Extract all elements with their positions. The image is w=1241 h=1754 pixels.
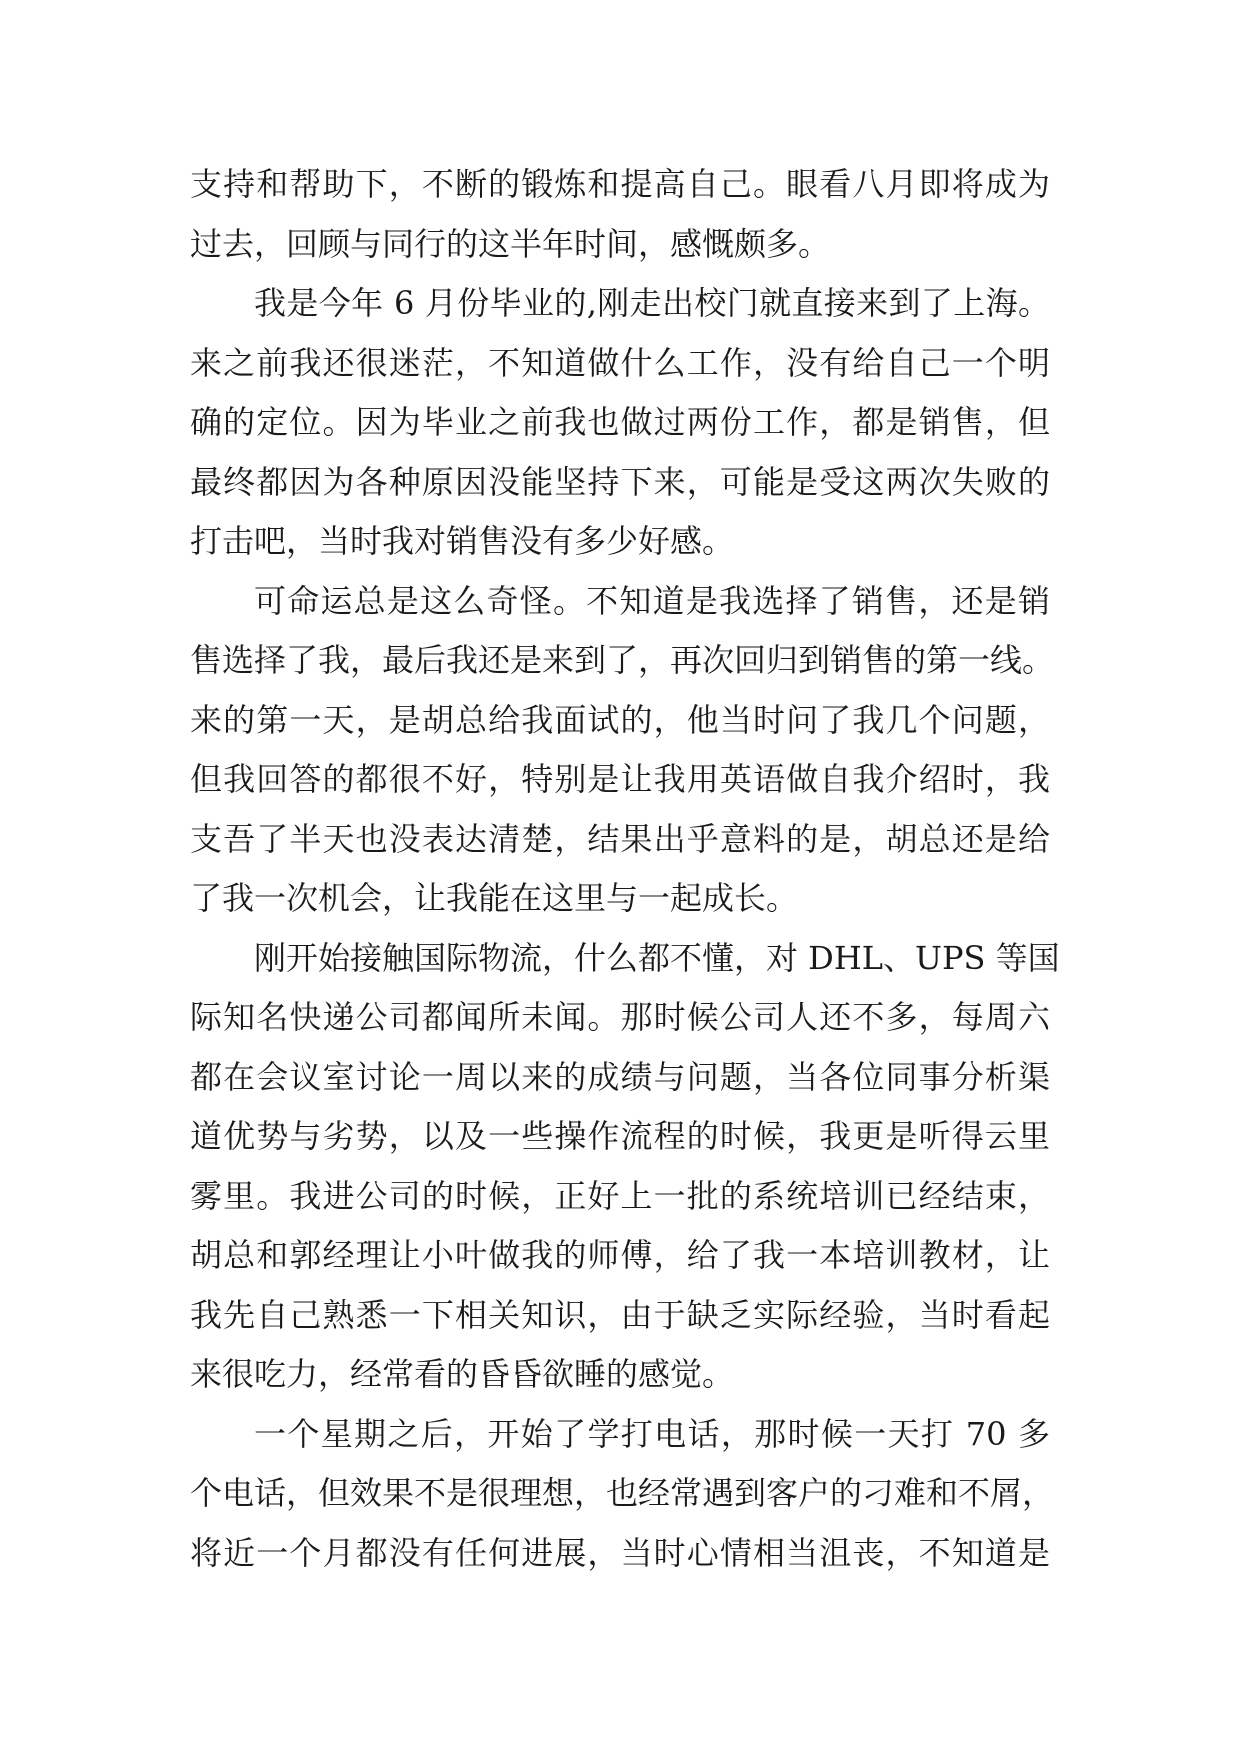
text-line: 道优势与劣势，以及一些操作流程的时候，我更是听得云里 — [190, 1117, 1050, 1155]
text-line: 确的定位。因为毕业之前我也做过两份工作，都是销售，但 — [190, 403, 1050, 441]
text-line: 个电话，但效果不是很理想，也经常遇到客户的刁难和不屑， — [190, 1474, 1055, 1512]
text-line: 刚开始接触国际物流，什么都不懂，对 DHL、UPS 等国 — [254, 938, 1060, 977]
body-text — [190, 155, 1060, 1583]
text-line: 来的第一天，是胡总给我面试的，他当时问了我几个问题， — [190, 700, 1050, 739]
text-line: 胡总和郭经理让小叶做我的师傅，给了我一本培训教材，让 — [190, 1236, 1050, 1274]
text-line: 但我回答的都很不好，特别是让我用英语做自我介绍时，我 — [190, 760, 1050, 798]
text-line: 我先自己熟悉一下相关知识，由于缺乏实际经验，当时看起 — [190, 1295, 1050, 1334]
text-line: 来很吃力，经常看的昏昏欲睡的感觉。 — [190, 1355, 735, 1393]
text-line: 来之前我还很迷茫，不知道做什么工作，没有给自己一个明 — [190, 343, 1050, 382]
text-line: 我是今年 6 月份毕业的,刚走出校门就直接来到了上海。 — [254, 284, 1050, 322]
text-line: 过去，回顾与同行的这半年时间，感慨颇多。 — [190, 224, 831, 263]
text-line: 支持和帮助下，不断的锻炼和提高自己。眼看八月即将成为 — [190, 165, 1050, 203]
text-line: 最终都因为各种原因没能坚持下来，可能是受这两次失败的 — [190, 462, 1050, 501]
text-line: 售选择了我，最后我还是来到了，再次回归到销售的第一线。 — [190, 641, 1055, 679]
text-line: 可命运总是这么奇怪。不知道是我选择了销售，还是销 — [254, 581, 1050, 620]
text-line: 雾里。我进公司的时候，正好上一批的系统培训已经结束， — [190, 1176, 1050, 1215]
text-line: 打击吧，当时我对销售没有多少好感。 — [190, 522, 735, 560]
text-line: 际知名快递公司都闻所未闻。那时候公司人还不多，每周六 — [190, 998, 1050, 1036]
text-line: 一个星期之后，开始了学打电话，那时候一天打 70 多 — [254, 1414, 1050, 1453]
text-line: 了我一次机会，让我能在这里与一起成长。 — [190, 879, 799, 917]
text-line: 都在会议室讨论一周以来的成绩与问题，当各位同事分析渠 — [190, 1057, 1050, 1096]
text-line: 支吾了半天也没表达清楚，结果出乎意料的是，胡总还是给 — [190, 819, 1050, 858]
text-line: 将近一个月都没有任何进展，当时心情相当沮丧，不知道是 — [190, 1533, 1050, 1572]
